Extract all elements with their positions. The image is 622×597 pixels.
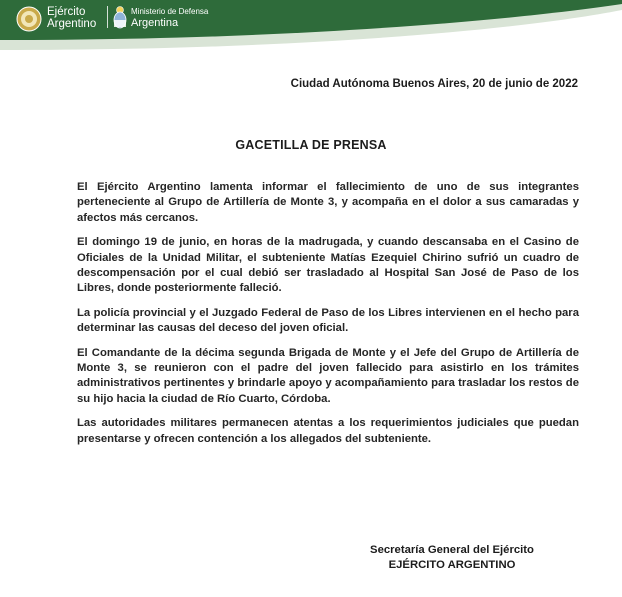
paragraph-3: La policía provincial y el Juzgado Federal de Paso de los Libres intervienen en el hecho para determinar las causas del deceso del joven oficial. [77,306,579,335]
document-title: GACETILLA DE PRENSA [235,138,387,152]
signature-block [340,543,564,573]
header-divider [107,6,108,28]
paragraph-1: El Ejército Argentino lamenta informar el fallecimiento de uno de sus integrantes perteneciente al Grupo de Artillería de Monte 3, y acompaña en el dolor a sus camaradas y afectos más cercanos. [77,181,579,224]
paragraph-2: El domingo 19 de junio, en horas de la madrugada, y cuando descansaba en el Casino de Oficiales de la Unidad Militar, el subteniente Matías Ezequiel Chirino sufrió un cuadro de descompensación por el cual debió ser trasladado al Hospital San José de Paso de los Libres, donde posteriormente falleció. [77,236,579,295]
org2-line2: Argentina [131,17,179,29]
ejercito-argentino-wordmark [47,6,96,30]
signature-line1: Secretaría General del Ejército [370,544,534,556]
letterhead [0,0,622,62]
document-body [77,180,579,456]
org1-line2: Argentino [47,18,97,30]
paragraph-4: El Comandante de la décima segunda Brigada de Monte y el Jefe del Grupo de Artillería de Monte 3, se reunieron con el padre del joven fallecido para asistirlo en los trámites administrativos pertinentes y brindarle apoyo y acompañamiento para trasladar los restos de su hijo hacia la ciudad de Río Cuarto, Córdoba. [77,346,579,405]
org1-line1: Ejército [47,6,86,18]
signature-line2: EJÉRCITO ARGENTINO [388,559,516,571]
date-line: Ciudad Autónoma Buenos Aires, 20 de junio de 2022 [290,78,578,90]
org2-line1: Ministerio de Defensa [131,7,209,16]
coat-of-arms-icon [113,5,127,29]
ejercito-argentino-emblem-icon [16,6,42,32]
paragraph-5: Las autoridades militares permanecen atentas a los requerimientos judiciales que puedan presentarse y ofrecen contención a los allegados del subteniente. [77,417,579,445]
ministerio-defensa-wordmark [131,6,208,29]
